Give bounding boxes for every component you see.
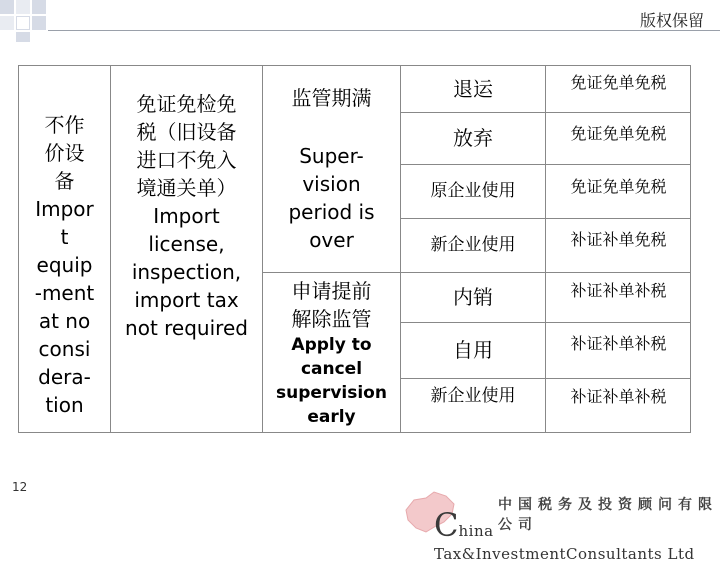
category-line: tion (45, 393, 84, 417)
treatment-line: 税（旧设备 (136, 120, 237, 144)
apply-early-release-cell (263, 273, 400, 432)
category-line: -ment (34, 281, 95, 305)
supervision-expired-en-line: over (309, 228, 354, 252)
requirement-cell: 补证补单免税 (570, 230, 667, 249)
category-line: 不作 (44, 113, 85, 137)
company-logo (400, 488, 720, 563)
decor-square (16, 32, 30, 42)
apply-early-release-en-line: Apply to (291, 334, 372, 355)
requirement-cell: 免证免单免税 (570, 177, 667, 196)
treatment-line: Import (153, 204, 220, 228)
decor-square (0, 0, 14, 14)
logo-english-name (434, 506, 720, 563)
apply-early-release-en-line: early (307, 406, 356, 427)
category-cell (19, 100, 110, 430)
category-line: consi (38, 337, 91, 361)
logo-chinese-name: 中国税务及投资顾问有限公司 (498, 497, 718, 533)
decor-square (16, 0, 30, 14)
logo-initial: C (434, 506, 459, 544)
decor-square (16, 16, 30, 30)
category-line: 备 (54, 169, 75, 193)
treatment-line: import tax (134, 288, 239, 312)
copyright-label: 版权保留 (639, 11, 704, 30)
requirement-cell: 免证免单免税 (570, 124, 667, 143)
apply-early-release-en-line: cancel (300, 358, 363, 379)
category-line: equip (36, 253, 93, 277)
disposal-cell: 新企业使用 (430, 386, 516, 407)
supervision-expired-cn: 监管期满 (291, 86, 372, 110)
decor-square (32, 16, 46, 30)
logo-english-rest: hina Tax&InvestmentConsultants Ltd (434, 522, 695, 563)
treatment-line: 免证免检免 (136, 92, 237, 116)
disposal-cell: 自用 (453, 338, 493, 362)
apply-early-release-cn: 解除监管 (291, 306, 372, 331)
category-line: Impor (35, 197, 94, 221)
treatment-cell (111, 90, 262, 350)
treatment-line: 境通关单） (136, 176, 237, 200)
treatment-line: not required (125, 316, 248, 340)
disposal-cell: 放弃 (453, 126, 493, 150)
requirement-cell: 补证补单补税 (570, 281, 667, 300)
disposal-cell: 内销 (453, 285, 493, 309)
supervision-expired-en-line: Super- (299, 144, 364, 168)
category-line: t (60, 225, 69, 249)
apply-early-release-cn: 申请提前 (291, 278, 372, 303)
requirement-cell: 补证补单补税 (570, 387, 667, 406)
category-line: 价设 (44, 141, 85, 165)
disposal-cell: 原企业使用 (430, 180, 516, 201)
disposal-cell: 退运 (453, 76, 493, 101)
supervision-expired-cell (263, 66, 400, 272)
category-line: dera- (38, 365, 91, 389)
treatment-line: inspection, (131, 260, 242, 284)
apply-early-release-en-line: supervision (276, 382, 387, 403)
category-line: at no (38, 309, 91, 333)
disposal-cell: 新企业使用 (430, 234, 516, 255)
decor-square (0, 16, 14, 30)
supervision-expired-en-line: period is (288, 200, 375, 224)
treatment-line: license, (148, 232, 225, 256)
supervision-expired-en-line: vision (302, 172, 361, 196)
header-divider (48, 30, 720, 31)
treatment-line: 进口不免入 (136, 148, 237, 172)
requirement-cell: 补证补单补税 (570, 334, 667, 353)
decor-square (32, 0, 46, 14)
requirement-cell: 免证免单免税 (570, 73, 667, 92)
page-number: 12 (12, 480, 28, 494)
